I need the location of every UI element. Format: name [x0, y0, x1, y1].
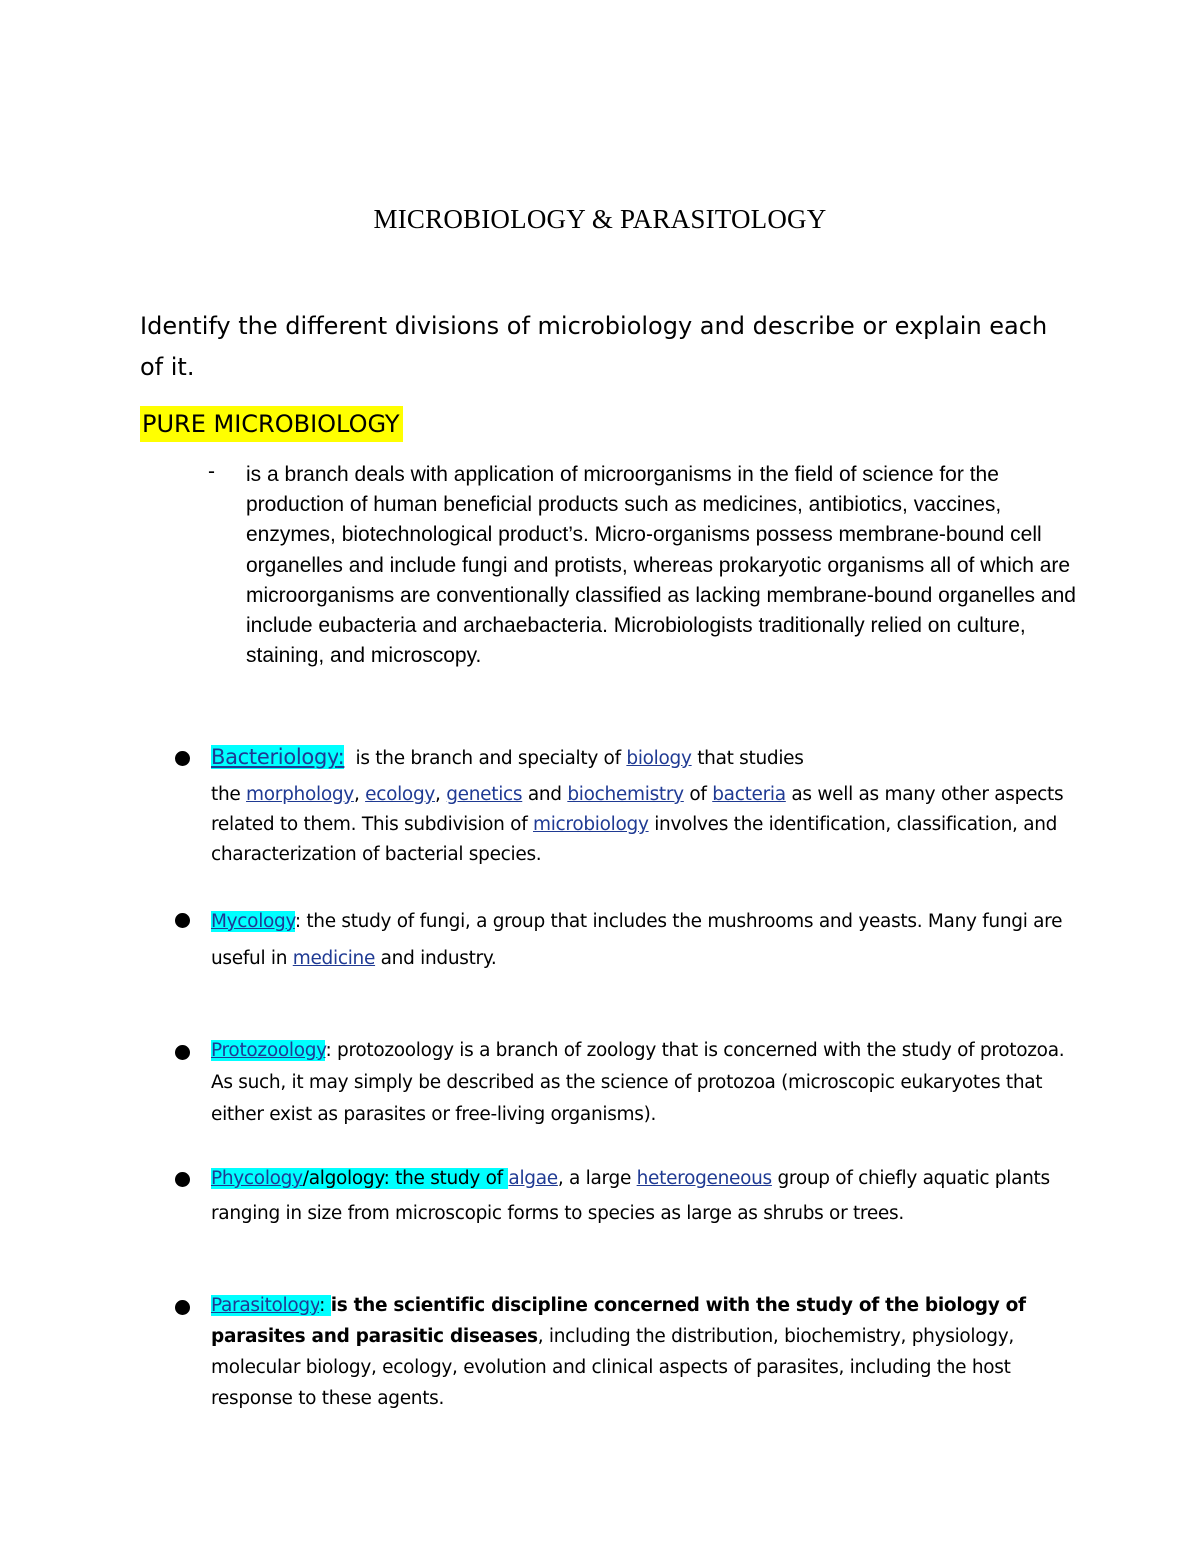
- bacteriology-text: the: [211, 784, 247, 805]
- link-medicine[interactable]: medicine: [292, 948, 376, 969]
- phycology-text: /algology: the study of: [302, 1168, 509, 1189]
- link-heterogeneous[interactable]: heterogeneous: [636, 1168, 772, 1189]
- parasitology-item: [211, 1290, 1071, 1414]
- parasitology-term-link[interactable]: Parasitology: [211, 1295, 320, 1316]
- phycology-item: [211, 1161, 1071, 1231]
- phycology-text: , a large: [557, 1168, 637, 1189]
- dash-marker: -: [208, 460, 215, 483]
- link-morphology[interactable]: morphology: [246, 784, 354, 805]
- link-microbiology[interactable]: microbiology: [533, 814, 649, 835]
- bacteriology-colon: :: [337, 745, 345, 769]
- parasitology-bold-text: is the scientific discipline concerned with the study of the biology of parasites and parasitic diseases: [211, 1295, 1026, 1347]
- bacteriology-text: as well as many other aspects related to them. This subdivision of: [211, 784, 1064, 835]
- phycology-text: group of chiefly aquatic plants ranging in size from microscopic forms to species as large as shrubs or trees.: [211, 1168, 1050, 1224]
- bacteriology-text: and: [522, 784, 568, 805]
- question-text: Identify the different divisions of microbiology and describe or explain each of it.: [140, 312, 1048, 381]
- protozoology-text: : protozoology is a branch of zoology that is concerned with the study of protozoa. As such, it may simply be described as the science of protozoa (microscopic eukaryotes that either exist as parasites or free-living organisms).: [211, 1040, 1065, 1125]
- link-bacteria[interactable]: bacteria: [712, 784, 786, 805]
- bacteriology-item: [211, 742, 1071, 870]
- protozoology-term-link[interactable]: Protozoology: [211, 1040, 326, 1061]
- bullet-icon: [175, 751, 190, 766]
- bullet-icon: [175, 1172, 190, 1187]
- bacteriology-text: involves the identification, classification, and characterization of bacterial species.: [211, 814, 1058, 865]
- bacteriology-text: ,: [435, 784, 447, 805]
- bacteriology-text: of: [683, 784, 713, 805]
- link-algae[interactable]: algae: [508, 1168, 558, 1189]
- mycology-item: [211, 903, 1071, 977]
- mycology-term-link[interactable]: Mycology: [211, 911, 295, 932]
- bacteriology-term-link[interactable]: Bacteriology: [211, 745, 338, 769]
- page-title: MICROBIOLOGY & PARASITOLOGY: [373, 204, 827, 234]
- bullet-icon: [175, 1045, 190, 1060]
- phycology-term-link[interactable]: Phycology: [211, 1168, 303, 1189]
- pure-microbiology-body: is a branch deals with application of microorganisms in the field of science for the production of human beneficial products such as medicines, antibiotics, vaccines, enzymes, biotechnological product’s. Micro-organisms possess membrane-bound cell organelles and include fungi and protists, whereas prokaryotic organisms all of which are microorganisms are conventionally classified as lacking membrane-bound organelles and include eubacteria and archaebacteria. Microbiologists traditionally relied on culture, staining, and microscopy.: [246, 463, 1076, 668]
- pure-microbiology-heading: PURE MICROBIOLOGY: [140, 406, 403, 442]
- parasitology-text: , including the distribution, biochemistry, physiology, molecular biology, ecology, evolution and clinical aspects of parasites, including the host response to these agents.: [211, 1326, 1014, 1409]
- mycology-text: : the study of fungi, a group that includes the mushrooms and yeasts. Many fungi are useful in: [211, 911, 1063, 969]
- bullet-icon: [175, 1300, 190, 1315]
- link-genetics[interactable]: genetics: [446, 784, 523, 805]
- bacteriology-text: that studies: [691, 748, 804, 769]
- link-biology[interactable]: biology: [626, 748, 692, 769]
- bacteriology-text: is the branch and specialty of: [344, 748, 627, 769]
- mycology-text: and industry.: [375, 948, 497, 969]
- parasitology-text: :: [319, 1295, 331, 1316]
- link-ecology[interactable]: ecology: [365, 784, 436, 805]
- bacteriology-text: ,: [353, 784, 366, 805]
- protozoology-item: [211, 1035, 1071, 1131]
- link-biochemistry[interactable]: biochemistry: [567, 784, 684, 805]
- bullet-icon: [175, 913, 190, 928]
